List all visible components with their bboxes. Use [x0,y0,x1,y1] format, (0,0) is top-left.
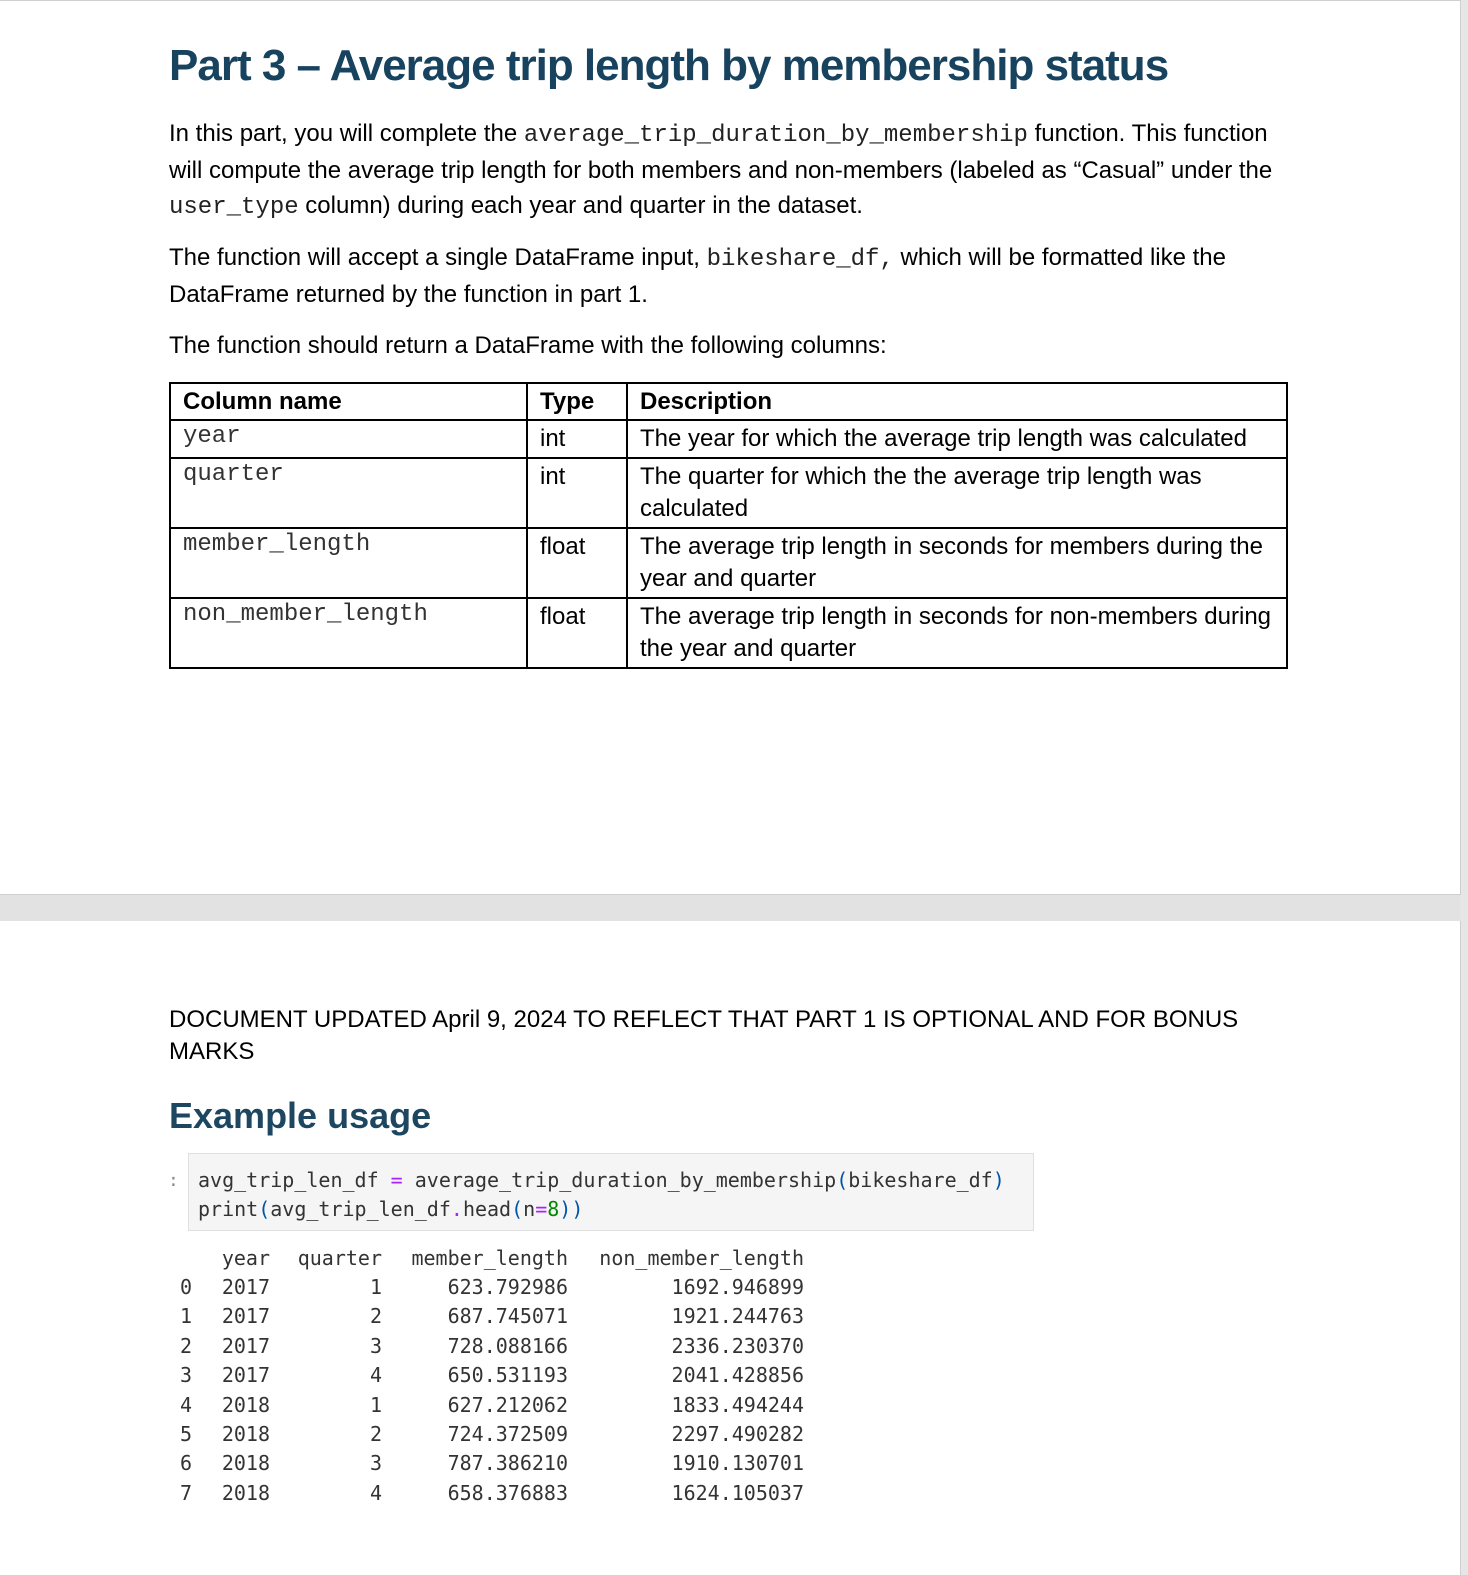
input-text-2: which will be formatted like the DataFrame returned by the function in part 1. [169,244,1226,308]
output-header-index [180,1243,218,1272]
table-row [180,1449,804,1478]
table-row [180,1361,804,1390]
description-cell: The average trip length in seconds for members during the year and quarter [627,528,1287,598]
header-column-name: Column name [170,383,527,420]
year-cell: 2017 [221,1333,270,1358]
member-length-cell: 658.376883 [447,1480,568,1505]
example-heading: Example usage [169,1095,432,1136]
non-member-length-cell: 1692.946899 [671,1275,804,1300]
code-token: 8 [547,1197,560,1221]
non-member-length-cell: 1833.494244 [671,1392,804,1417]
row-index: 1 [180,1304,193,1329]
output-body [180,1272,804,1507]
update-notice: DOCUMENT UPDATED April 9, 2024 TO REFLECT THAT PART 1 IS OPTIONAL AND FOR BONUS MARKS [169,1006,1239,1065]
code-token: avg_trip_len_df [270,1197,451,1221]
member-length-cell: 623.792986 [447,1275,568,1300]
member-length-cell: 687.745071 [447,1304,568,1329]
code-token: average_trip_duration_by_membership [402,1168,837,1192]
code-token: avg_trip_len_df [198,1168,391,1192]
output-header-member-length: member_length [411,1245,568,1270]
quarter-cell: 3 [369,1333,382,1358]
type-cell: int [527,420,627,458]
year-cell: 2017 [221,1275,270,1300]
code-line-1 [198,1168,1005,1192]
row-index: 2 [180,1333,193,1358]
spec-table [169,382,1288,669]
code-token: ( [258,1197,271,1221]
member-length-cell: 724.372509 [447,1422,568,1447]
code-token: ) [992,1168,1005,1192]
member-length-cell: 728.088166 [447,1333,568,1358]
code-token: n [523,1197,536,1221]
code-token: )) [559,1197,584,1221]
table-row [180,1272,804,1301]
table-row [180,1390,804,1419]
output-header-non-member-length: non_member_length [599,1245,804,1270]
column-name-cell: quarter [170,458,527,528]
intro-text-3: column) during each year and quarter in the dataset. [298,192,863,219]
quarter-cell: 1 [369,1392,382,1417]
code-token: ( [511,1197,524,1221]
intro-text-1: In this part, you will complete the [169,120,524,147]
non-member-length-cell: 2041.428856 [671,1363,804,1388]
code-token: print [198,1197,259,1221]
output-header-row [180,1243,804,1272]
member-length-cell: 650.531193 [447,1363,568,1388]
table-row [180,1419,804,1448]
column-name-cell: year [170,420,527,458]
input-text-1: The function will accept a single DataFrame input, [169,244,707,271]
code-token: head [462,1197,512,1221]
year-cell: 2017 [221,1304,270,1329]
table-row [170,528,1287,598]
user-type-code: user_type [169,194,299,221]
non-member-length-cell: 1624.105037 [671,1480,804,1505]
table-row [180,1302,804,1331]
year-cell: 2018 [221,1422,270,1447]
row-index: 7 [180,1480,193,1505]
description-cell: The average trip length in seconds for non-members during the year and quarter [627,598,1287,668]
code-token: ( [836,1168,849,1192]
quarter-cell: 4 [369,1480,382,1505]
description-cell: The year for which the average trip length was calculated [627,420,1287,458]
type-cell: int [527,458,627,528]
year-cell: 2018 [221,1392,270,1417]
output-table [180,1243,804,1508]
code-line-2 [198,1197,583,1221]
output-header-year: year [221,1245,270,1270]
table-row [180,1331,804,1360]
page-title: Part 3 – Average trip length by membership status [169,41,1169,90]
code-token: = [535,1197,548,1221]
code-cell[interactable] [188,1153,1034,1231]
year-cell: 2018 [221,1451,270,1476]
quarter-cell: 2 [369,1422,382,1447]
type-cell: float [527,598,627,668]
function-name-code: average_trip_duration_by_membership [523,122,1028,149]
row-index: 5 [180,1422,193,1447]
member-length-cell: 787.386210 [447,1451,568,1476]
columns-intro: The function should return a DataFrame with the following columns: [169,332,887,359]
quarter-cell: 3 [369,1451,382,1476]
header-description: Description [627,383,1287,420]
cell-prompt: : [168,1170,179,1191]
column-name-cell: member_length [170,528,527,598]
spec-header-row [170,383,1287,420]
code-token: bikeshare_df [848,1168,993,1192]
intro-text-2: function. This function will compute the average trip length for both members and non-members (labeled as “Casual” under the [169,120,1273,184]
year-cell: 2017 [221,1363,270,1388]
row-index: 0 [180,1275,193,1300]
table-row [170,598,1287,668]
intro-paragraph [169,116,1279,225]
output-header-quarter: quarter [297,1245,382,1270]
page-gap [0,894,1460,922]
non-member-length-cell: 2336.230370 [671,1333,804,1358]
code-token: . [450,1197,463,1221]
quarter-cell: 2 [369,1304,382,1329]
table-row [180,1478,804,1507]
member-length-cell: 627.212062 [447,1392,568,1417]
input-paragraph [169,240,1279,312]
year-cell: 2018 [221,1480,270,1505]
table-row [170,458,1287,528]
column-name-cell: non_member_length [170,598,527,668]
non-member-length-cell: 1921.244763 [671,1304,804,1329]
quarter-cell: 1 [369,1275,382,1300]
bikeshare-df-code: bikeshare_df, [706,246,894,273]
header-type: Type [527,383,627,420]
row-index: 4 [180,1392,193,1417]
row-index: 3 [180,1363,193,1388]
table-row [170,420,1287,458]
code-token: = [390,1168,403,1192]
type-cell: float [527,528,627,598]
row-index: 6 [180,1451,193,1476]
quarter-cell: 4 [369,1363,382,1388]
description-cell: The quarter for which the the average trip length was calculated [627,458,1287,528]
non-member-length-cell: 2297.490282 [671,1422,804,1447]
non-member-length-cell: 1910.130701 [671,1451,804,1476]
